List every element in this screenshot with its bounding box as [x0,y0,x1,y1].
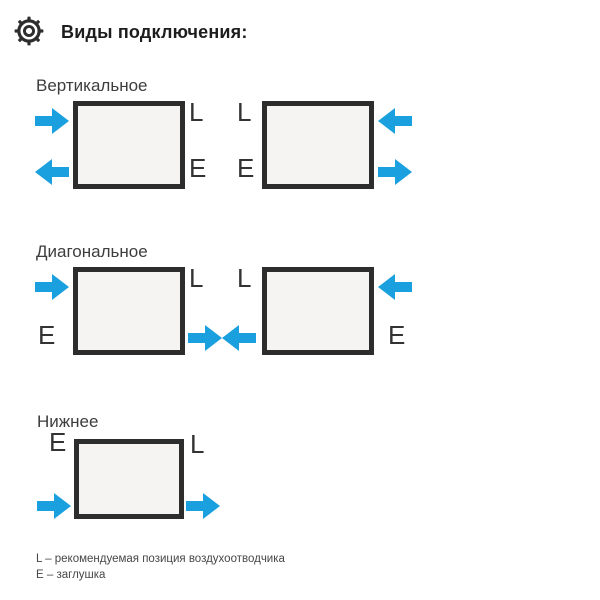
port-label-plug: E [388,320,406,350]
flow-out-arrow [378,159,412,185]
port-label-air-vent: L [189,263,204,293]
port-label-air-vent: L [189,97,204,127]
section-label-diagonal: Диагональное [36,242,148,261]
port-label-plug: E [38,320,56,350]
port-label-air-vent: L [237,97,252,127]
radiator-rect [73,101,185,189]
flow-in-arrow [378,274,412,300]
flow-in-arrow [37,493,71,519]
port-label-air-vent: L [190,429,205,459]
port-label-plug: E [49,427,67,457]
flow-in-arrow [35,274,69,300]
flow-in-arrow [378,108,412,134]
port-label-air-vent: L [237,263,252,293]
page-title: Виды подключения: [61,22,248,42]
flow-out-arrow [222,325,256,351]
radiator-rect [73,267,185,355]
flow-out-arrow [186,493,220,519]
section-label-bottom: Нижнее [37,412,99,431]
radiator-rect [262,101,374,189]
radiator-rect [74,439,184,519]
legend-line-plug: E – заглушка [36,569,106,581]
port-label-plug: E [237,153,255,183]
radiator-rect [262,267,374,355]
flow-out-arrow [188,325,222,351]
legend-line-air-vent: L – рекомендуемая позиция воздухоотводчика [36,553,285,565]
port-label-plug: E [189,153,207,183]
gear-icon [13,15,45,47]
flow-out-arrow [35,159,69,185]
section-label-vertical: Вертикальное [36,76,148,95]
flow-in-arrow [35,108,69,134]
